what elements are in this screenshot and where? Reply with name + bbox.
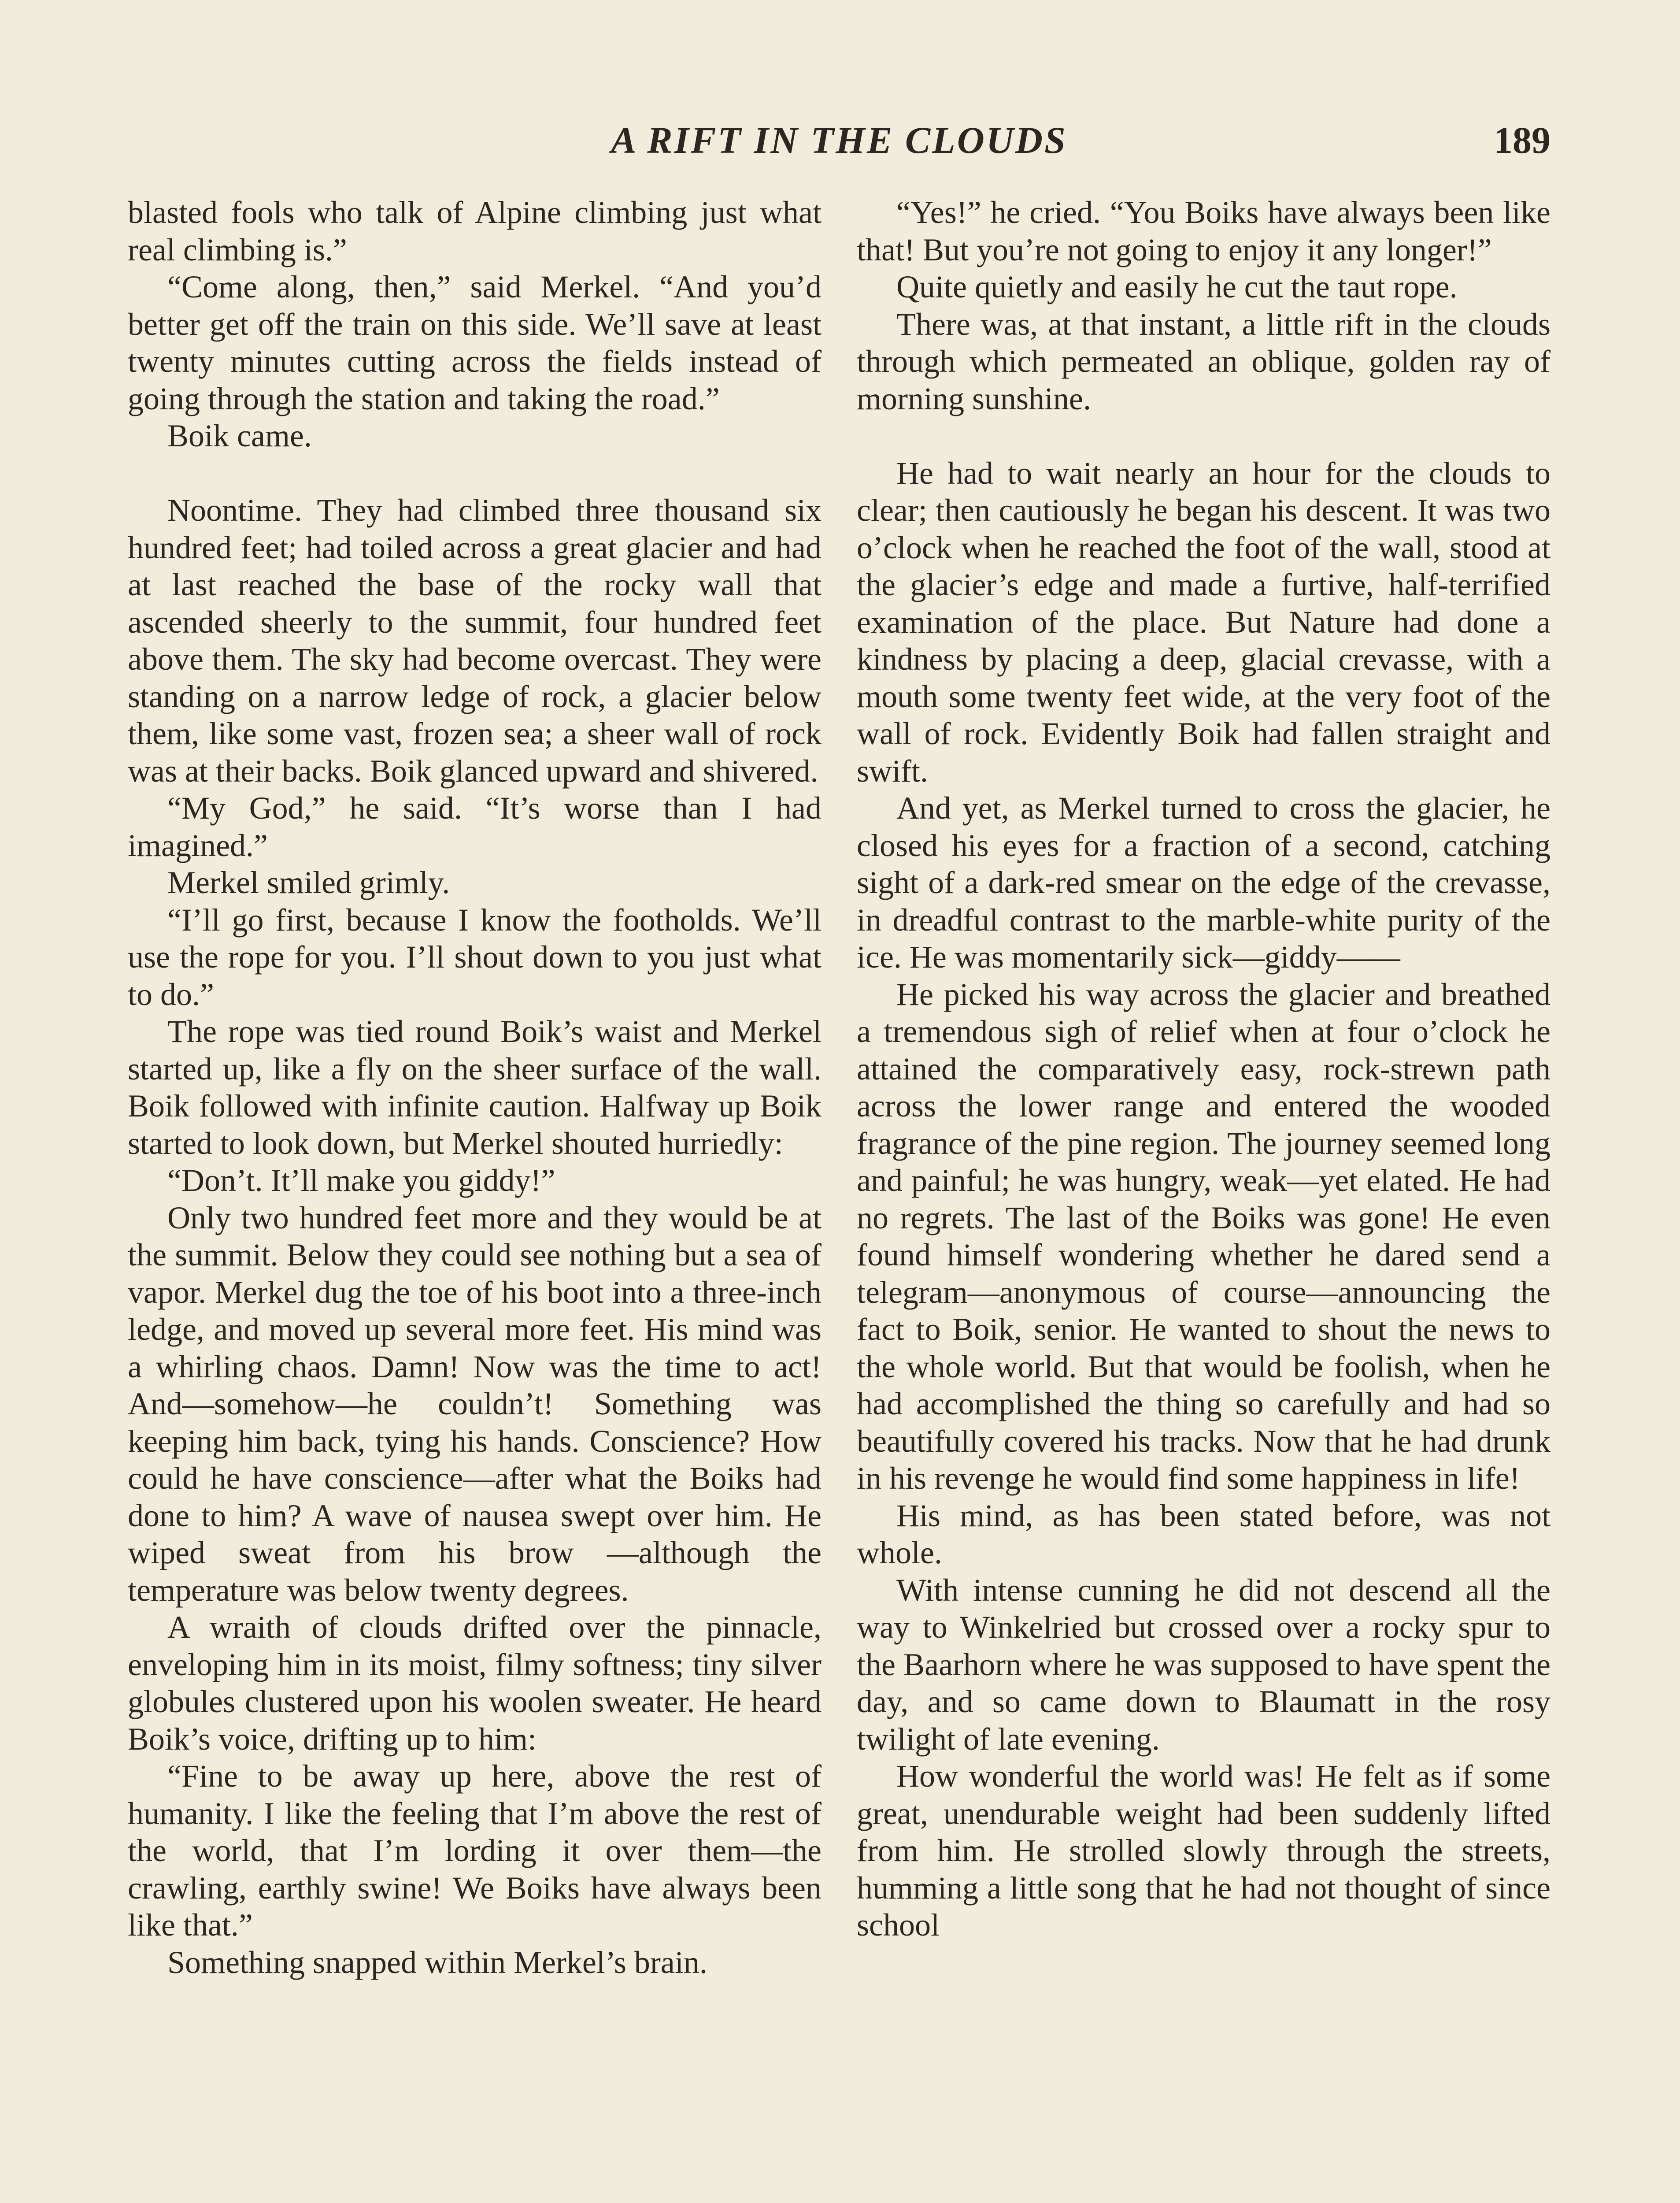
- paragraph: “Fine to be away up here, above the rest of humanity. I like the feeling that I’m above the rest of the world, that I’m lording it over them—the crawling, earthly swine! We Boiks have always been like that.”: [128, 1758, 821, 1943]
- paragraph: Something snapped within Merkel’s brain.: [167, 1944, 707, 1980]
- paragraph: He had to wait nearly an hour for the clouds to clear; then cautiously he began his descent. It was two o’clock when he reached the foot of the wall, stood at the glacier’s edge and made a furtive, half-terrified examination of the place. But Nature had done a kindness by placing a deep, glacial crevasse, with a mouth some twenty feet wide, at the very foot of the wall of rock. Evidently Boik had fallen straight and swift.: [857, 455, 1550, 789]
- running-title: A RIFT IN THE CLOUDS: [611, 119, 1067, 161]
- paragraph: Merkel smiled grimly.: [167, 865, 450, 900]
- paragraph: “Yes!” he cried. “You Boiks have always been like that! But you’re not going to enjoy it any longer!”: [857, 195, 1550, 267]
- paragraph: Quite quietly and easily he cut the taut rope.: [896, 269, 1458, 304]
- paragraph: The rope was tied round Boik’s waist and Merkel started up, like a fly on the sheer surface of the wall. Boik followed with infinite caution. Halfway up Boik started to look down, but Merkel shouted hurriedly:: [128, 1014, 821, 1161]
- paragraph: How wonderful the world was! He felt as if some great, unendurable weight had been suddenly lifted from him. He strolled slowly through the streets, humming a little song that he had not thought of since school: [857, 1758, 1550, 1943]
- section-break: [857, 417, 1550, 455]
- page-number: 189: [1494, 119, 1550, 161]
- paragraph: A wraith of clouds drifted over the pinnacle, enveloping him in its moist, filmy softness; tiny silver globules clustered upon his woolen sweater. He heard Boik’s voice, drifting up to him:: [128, 1610, 821, 1757]
- right-column: [857, 194, 1550, 1944]
- paragraph: “I’ll go first, because I know the footholds. We’ll use the rope for you. I’ll shout down to you just what to do.”: [128, 902, 821, 1012]
- paragraph: Noontime. They had climbed three thousand six hundred feet; had toiled across a great glacier and had at last reached the base of the rocky wall that ascended sheerly to the summit, four hundred feet above them. The sky had become overcast. They were standing on a narrow ledge of rock, a glacier below them, like some vast, frozen sea; a sheer wall of rock was at their backs. Boik glanced upward and shivered.: [128, 493, 821, 789]
- section-break: [128, 455, 821, 492]
- paragraph: “Don’t. It’ll make you giddy!”: [167, 1163, 555, 1198]
- paragraph: His mind, as has been stated before, was not whole.: [857, 1498, 1550, 1570]
- page-header: [128, 118, 1550, 167]
- paragraph: There was, at that instant, a little rift in the clouds through which permeated an oblique, golden ray of morning sunshine.: [857, 306, 1550, 416]
- paragraph: And yet, as Merkel turned to cross the glacier, he closed his eyes for a fraction of a second, catching sight of a dark-red smear on the edge of the crevasse, in dreadful contrast to the marble-white purity of the ice. He was momentarily sick—giddy——: [857, 790, 1550, 975]
- paragraph: blasted fools who talk of Alpine climbing just what real climbing is.”: [128, 195, 821, 267]
- paragraph: With intense cunning he did not descend all the way to Winkelried but crossed over a rocky spur to the Baarhorn where he was supposed to have spent the day, and so came down to Blaumatt in the rosy twilight of late evening.: [857, 1572, 1550, 1757]
- left-column: [128, 194, 821, 1981]
- paragraph: “Come along, then,” said Merkel. “And you’d better get off the train on this side. We’ll save at least twenty minutes cutting across the fields instead of going through the station and taking the road.”: [128, 269, 821, 416]
- paragraph: He picked his way across the glacier and breathed a tremendous sigh of relief when at four o’clock he attained the comparatively easy, rock-strewn path across the lower range and entered the wooded fragrance of the pine region. The journey seemed long and painful; he was hungry, weak—yet elated. He had no regrets. The last of the Boiks was gone! He even found himself wondering whether he dared send a telegram—anonymous of course—announcing the fact to Boik, senior. He wanted to shout the news to the whole world. But that would be foolish, when he had accomplished the thing so carefully and had so beautifully covered his tracks. Now that he had drunk in his revenge he would find some happiness in life!: [857, 976, 1550, 1496]
- paragraph: Boik came.: [167, 418, 312, 453]
- paragraph: Only two hundred feet more and they would be at the summit. Below they could see nothing but a sea of vapor. Merkel dug the toe of his boot into a three-inch ledge, and moved up several more feet. His mind was a whirling chaos. Damn! Now was the time to act! And—somehow—he couldn’t! Something was keeping him back, tying his hands. Conscience? How could he have conscience—after what the Boiks had done to him? A wave of nausea swept over him. He wiped sweat from his brow —although the temperature was below twenty degrees.: [128, 1200, 821, 1608]
- paragraph: “My God,” he said. “It’s worse than I had imagined.”: [128, 790, 821, 863]
